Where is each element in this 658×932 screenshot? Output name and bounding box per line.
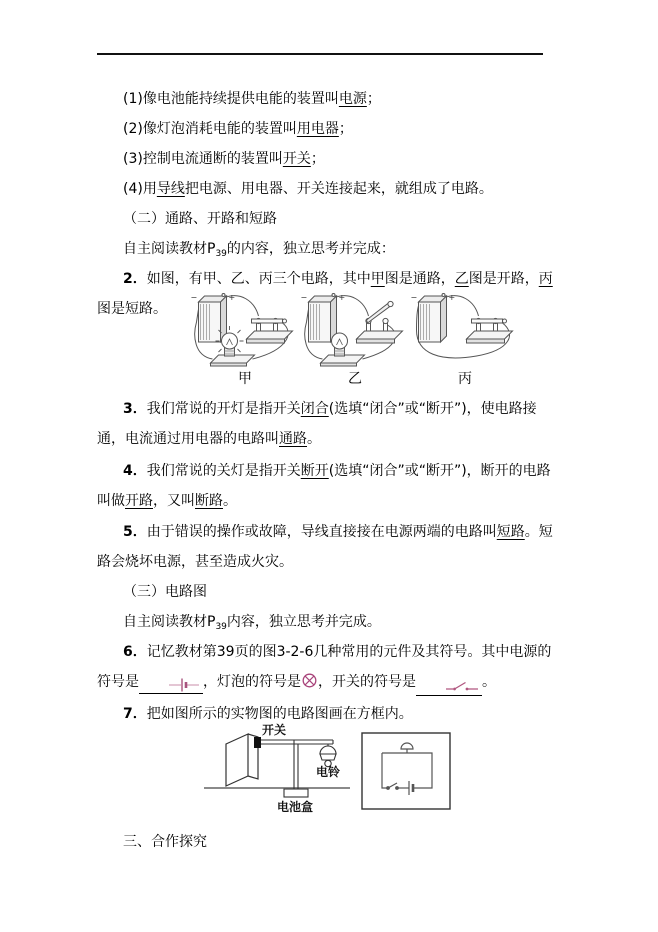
knife-switch-closed-icon — [247, 318, 293, 343]
text-run: ； — [310, 151, 325, 167]
text-run: 由于错误的操作或故障，导线直接接在电源两端的电路叫 — [146, 524, 497, 540]
answer-text: 电源 — [338, 91, 367, 107]
battery-box-icon — [284, 789, 308, 797]
bell-label: 电铃 — [315, 765, 341, 779]
question-3 — [97, 394, 561, 454]
plus-label: + — [448, 293, 456, 302]
circuit-bing-illustration — [410, 292, 516, 370]
text-run: 把如图所示的实物图的电路图画在方框内。 — [146, 706, 413, 722]
section-explore-heading — [97, 827, 561, 857]
text-run: (1)像电池能持续提供电能的装置叫 — [123, 91, 339, 107]
bell-icon — [320, 746, 336, 767]
text-run: (3)控制电流通断的装置叫 — [123, 151, 283, 167]
definition-item-4 — [97, 174, 561, 204]
answer-text: 开关 — [282, 151, 311, 167]
plus-label: + — [228, 293, 236, 302]
question-4 — [97, 456, 561, 516]
minus-label: − — [300, 293, 308, 302]
answer-text: 甲 — [370, 271, 385, 287]
battery-box-label: 电池盒 — [276, 800, 314, 814]
text-run: （二）通路、开路和短路 — [123, 211, 277, 227]
text-run: 把电源、用电器、开关连接起来，就组成了电路。 — [184, 181, 493, 197]
answer-frame — [362, 733, 450, 809]
definition-item-2 — [97, 114, 561, 144]
question-6-text-4: 。 — [482, 674, 496, 690]
label-jia: 甲 — [238, 371, 252, 387]
answer-text: 用电器 — [296, 121, 339, 137]
switch-symbol-blank — [416, 679, 482, 696]
answer-text: 乙 — [454, 271, 469, 287]
answer-text: 开路 — [125, 493, 153, 509]
text-run: 自主阅读教材P — [123, 614, 216, 630]
text-run: ； — [338, 121, 353, 137]
text-run: 39 — [215, 249, 227, 259]
section-3-heading — [97, 577, 561, 607]
text-run: 我们常说的关灯是指开关 — [146, 463, 301, 479]
definition-item-3 — [97, 144, 561, 174]
text-run: 39 — [215, 622, 227, 632]
text-run: 图是开路， — [468, 271, 539, 287]
bulb-symbol-icon — [301, 672, 318, 689]
text-run: 内容，独立思考并完成。 — [226, 614, 381, 630]
text-run: 我们常说的开灯是指开关 — [146, 401, 301, 417]
text-run: 2． — [123, 271, 147, 287]
answer-text: 断开 — [300, 463, 329, 479]
circuit-figure-row — [190, 292, 520, 370]
answer-text: 短路 — [496, 524, 525, 540]
text-run: ，又叫 — [153, 493, 195, 509]
text-run: 的内容，独立思考并完成： — [226, 241, 395, 257]
text-run: 。短路会烧坏电源，甚至造成火灾。 — [97, 524, 553, 570]
text-run: 。 — [307, 431, 321, 447]
circuit-figure-labels — [190, 368, 520, 388]
text-run: (4)用 — [123, 181, 157, 197]
text-run: 三、合作探究 — [123, 834, 207, 850]
text-run: (选填“闭合”或“断开”)，断开的电路叫做 — [97, 463, 551, 509]
definition-item-1 — [97, 84, 561, 114]
answer-text: 通路 — [279, 431, 307, 447]
text-run: 。 — [223, 493, 237, 509]
answer-text: 导线 — [156, 181, 185, 197]
question-6-text-1: 记忆教材第39页的图3-2-6几种常用的元件及其符号。其中电源的符号是 — [97, 644, 552, 690]
text-run: (选填“闭合”或“断开”)，使电路接通，电流通过用电器的电路叫 — [97, 401, 537, 447]
text-run: 3． — [123, 401, 147, 417]
text-run: 4． — [123, 463, 147, 479]
text-run: 图是短路。 — [97, 301, 167, 317]
battery-symbol-blank — [139, 677, 203, 694]
question-6-number: 6． — [123, 644, 147, 660]
switch-dot — [396, 787, 399, 790]
door-switch-block — [254, 737, 261, 748]
answer-text: 丙 — [538, 271, 553, 287]
answer-text: 断路 — [195, 493, 223, 509]
text-run: ； — [366, 91, 381, 107]
text-run: （三）电路图 — [123, 584, 207, 600]
label-bing: 丙 — [458, 371, 472, 387]
question-5 — [97, 517, 561, 577]
text-run: 如图，有甲、乙、丙三个电路，其中 — [146, 271, 371, 287]
text-run: 自主阅读教材P — [123, 241, 216, 257]
question-7-figure — [200, 722, 455, 815]
text-run: 7． — [123, 706, 147, 722]
question-6-text-2: ，灯泡的符号是 — [203, 674, 301, 690]
battery-box-wires — [294, 740, 298, 789]
door-icon — [226, 734, 258, 786]
text-run: 图是通路， — [384, 271, 455, 287]
minus-label: − — [190, 293, 198, 302]
bell-wires — [261, 740, 333, 747]
knife-switch-closed-icon — [467, 318, 513, 343]
label-yi: 乙 — [348, 371, 362, 387]
header-rule — [97, 53, 543, 55]
text-run: 5． — [123, 524, 147, 540]
switch-label: 开关 — [261, 723, 287, 737]
switch-symbol-icon — [444, 679, 480, 693]
minus-label: − — [410, 293, 418, 302]
answer-text: 闭合 — [300, 401, 329, 417]
circuit-yi-illustration — [300, 292, 406, 370]
question-6 — [97, 637, 561, 697]
question-6-text-3: ，开关的符号是 — [318, 674, 416, 690]
circuit-jia-illustration — [190, 292, 296, 370]
text-run: (2)像灯泡消耗电能的装置叫 — [123, 121, 297, 137]
knife-switch-open-icon — [357, 301, 403, 343]
section-2-heading — [97, 204, 561, 234]
plus-label: + — [338, 293, 346, 302]
battery-symbol-icon — [167, 677, 201, 693]
